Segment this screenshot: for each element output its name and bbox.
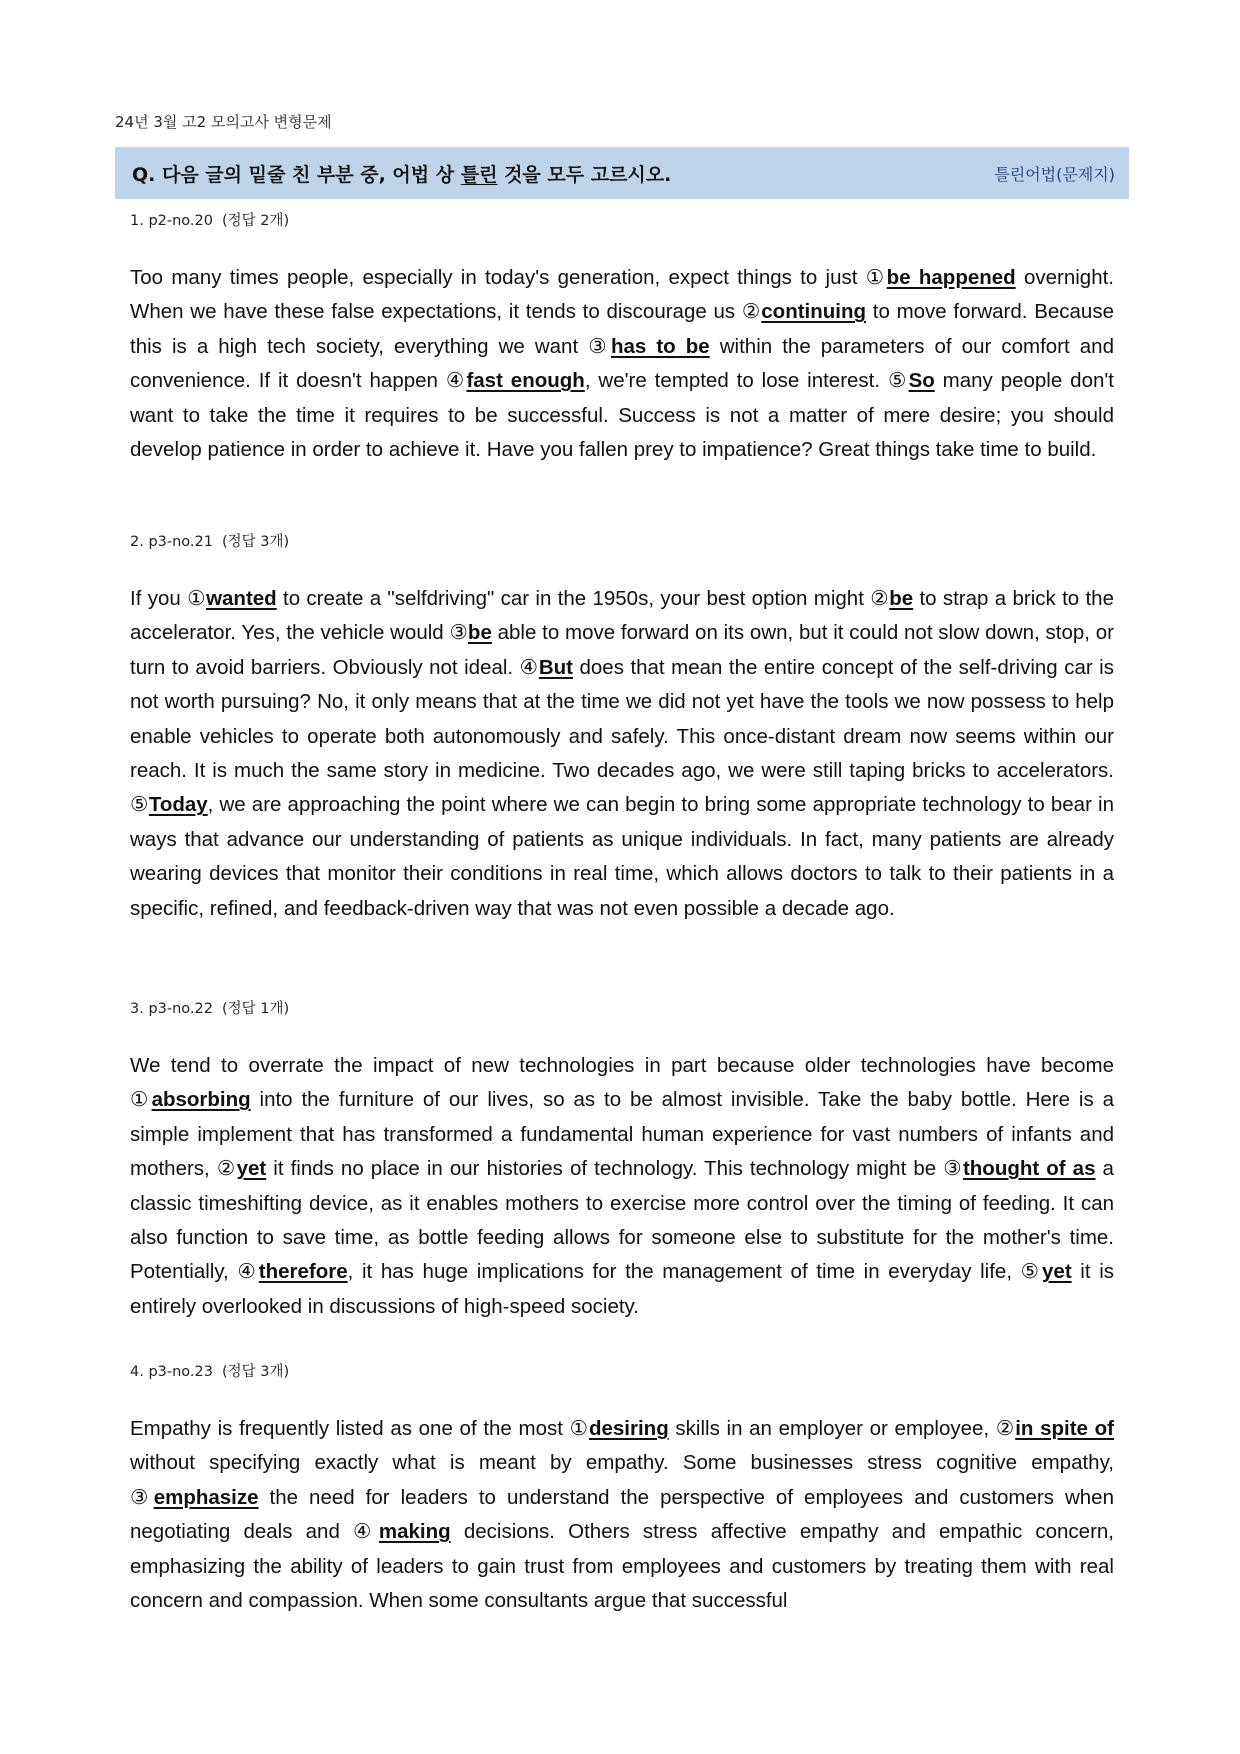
choice-number: ④ (445, 369, 467, 393)
underlined-choice: therefore (258, 1260, 348, 1284)
item-source-label: 2. p3-no.21 (130, 534, 213, 550)
question-instruction (132, 160, 671, 187)
choice-number: ① (569, 1417, 589, 1440)
question-item (130, 998, 1114, 1324)
choice-number: ④ (237, 1260, 259, 1284)
passage-fragment: able to move forward on its own, but it could not slow down, stop, or turn to avoid barriers. Obviously not ideal. (130, 621, 1114, 679)
choice-number: ① (187, 587, 207, 610)
underlined-choice: emphasize (153, 1485, 259, 1509)
choice-number: ⑤ (1020, 1260, 1043, 1284)
item-source-label: 3. p3-no.22 (130, 1001, 213, 1017)
passage-fragment: it finds no place in our histories of technology. This technology might be (266, 1157, 944, 1181)
passage-fragment: skills in an employer or employee, (668, 1417, 996, 1440)
underlined-choice: be happened (886, 266, 1016, 289)
passage-fragment: it is entirely overlooked in discussions of high-speed society. (130, 1260, 1115, 1318)
passage-fragment: , it has huge implications for the management of time in everyday life, (347, 1260, 1021, 1284)
passage-text (130, 582, 1114, 926)
question-bar (115, 147, 1129, 199)
passage-fragment: decisions. Others stress affective empathy and empathic concern, emphasizing the ability of leaders to gain trust from employees and customers by treating them with real concern and compassion. When some consultants argue that successful (130, 1520, 1114, 1613)
choice-number: ③ (130, 1485, 154, 1509)
choice-number: ② (216, 1157, 237, 1181)
underlined-choice: yet (1042, 1260, 1072, 1284)
underlined-choice: So (908, 369, 935, 393)
passage-fragment: to create a "selfdriving" car in the 1950s, your best option might (276, 587, 871, 610)
underlined-choice: wanted (206, 587, 277, 610)
item-meta (130, 1361, 1114, 1383)
choice-number: ④ (519, 655, 539, 679)
item-meta (130, 998, 1114, 1020)
page-header: 24년 3월 고2 모의고사 변형문제 (115, 113, 332, 131)
question-suffix: 것을 모두 고르시오. (497, 163, 672, 186)
underlined-choice: has to be (610, 334, 710, 358)
choice-number: ② (741, 300, 762, 324)
underlined-choice: fast enough (466, 369, 585, 393)
underlined-choice: desiring (588, 1417, 669, 1440)
choice-number: ① (130, 1088, 152, 1112)
passage-text (130, 261, 1114, 467)
question-item (130, 531, 1114, 926)
passage-fragment: the need for leaders to understand the perspective of employees and customers when negotiating deals and (130, 1485, 1114, 1544)
passage-text (130, 1049, 1114, 1324)
passage-fragment: Empathy is frequently listed as one of the most (130, 1417, 570, 1440)
passage-fragment: Too many times people, especially in today's generation, expect things to just (130, 266, 866, 289)
choice-number: ④ (353, 1520, 379, 1544)
passage-fragment: to move forward. Because this is a high tech society, everything we want (130, 300, 1114, 358)
underlined-choice: in spite of (1015, 1417, 1114, 1440)
worksheet-type-label: 틀린어법(문제지) (994, 164, 1115, 184)
passage-fragment: to strap a brick to the accelerator. Yes, the vehicle would (130, 587, 1114, 645)
choice-number: ② (995, 1417, 1016, 1440)
item-meta (130, 531, 1114, 553)
underlined-choice: continuing (761, 300, 867, 324)
underlined-choice: be (467, 621, 492, 645)
passage-fragment: many people don't want to take the time it requires to be successful. Success is not a matter of mere desire; you should develop patience in order to achieve it. Have you fallen prey to impatience? Great things take time to build. (130, 369, 1114, 462)
choice-number: ⑤ (887, 369, 909, 393)
passage-fragment: within the parameters of our comfort and convenience. If it doesn't happen (130, 334, 1114, 393)
choice-number: ③ (943, 1157, 963, 1181)
item-answer-count: (정답 3개) (221, 1364, 290, 1380)
passage-fragment: does that mean the entire concept of the self-driving car is not worth pursuing? No, it only means that at the time we did not yet have the tools we now possess to help enable vehicles to operate both autonomously and safely. This once-distant dream now seems within our reach. It is much the same story in medicine. Two decades ago, we were still taping bricks to accelerators. (130, 655, 1114, 783)
question-item (130, 1361, 1114, 1618)
question-item (130, 210, 1114, 467)
item-source-label: 1. p2-no.20 (130, 213, 213, 229)
passage-fragment: a classic timeshifting device, as it enables mothers to exercise more control over the timing of feeding. It can also function to save time, as bottle feeding allows for someone else to substitute for the mother's time. Potentially, (130, 1157, 1114, 1284)
underlined-choice: making (378, 1520, 451, 1544)
item-answer-count: (정답 2개) (221, 213, 290, 229)
question-prefix: Q. 다음 글의 밑줄 친 부분 중, 어법 상 (132, 163, 461, 186)
item-source-label: 4. p3-no.23 (130, 1364, 213, 1380)
underlined-choice: Today (148, 793, 208, 817)
choice-number: ③ (588, 334, 611, 358)
passage-fragment: We tend to overrate the impact of new technologies in part because older technologies have become (130, 1054, 1114, 1077)
underlined-choice: But (538, 655, 573, 679)
underlined-choice: be (889, 587, 914, 610)
item-answer-count: (정답 1개) (221, 1001, 290, 1017)
item-answer-count: (정답 3개) (221, 534, 290, 550)
item-meta (130, 210, 1114, 232)
passage-fragment: , we are approaching the point where we can begin to bring some appropriate technology to bear in ways that advance our understanding of patients as unique individuals. In fact, many patients are already wearing devices that monitor their conditions in real time, which allows doctors to talk to their patients in a specific, refined, and feedback-driven way that was not even possible a decade ago. (130, 793, 1114, 920)
choice-number: ③ (449, 621, 468, 645)
passage-text (130, 1412, 1114, 1618)
passage-fragment: , we're tempted to lose interest. (584, 369, 888, 393)
passage-fragment: overnight. When we have these false expectations, it tends to discourage us (130, 266, 1114, 324)
underlined-choice: yet (236, 1157, 267, 1181)
choice-number: ① (865, 266, 887, 289)
choice-number: ② (870, 587, 890, 610)
passage-fragment: If you (130, 587, 188, 610)
passage-fragment: without specifying exactly what is meant by empathy. Some businesses stress cognitive empathy, (130, 1451, 1114, 1475)
underlined-choice: absorbing (151, 1088, 251, 1112)
passage-fragment: into the furniture of our lives, so as to be almost invisible. Take the baby bottle. Here is a simple implement that has transformed a fundamental human experience for vast numbers of infants and mothers, (130, 1088, 1114, 1181)
underlined-choice: thought of as (962, 1157, 1096, 1181)
choice-number: ⑤ (130, 793, 149, 817)
question-underlined-word: 틀린 (460, 163, 498, 186)
